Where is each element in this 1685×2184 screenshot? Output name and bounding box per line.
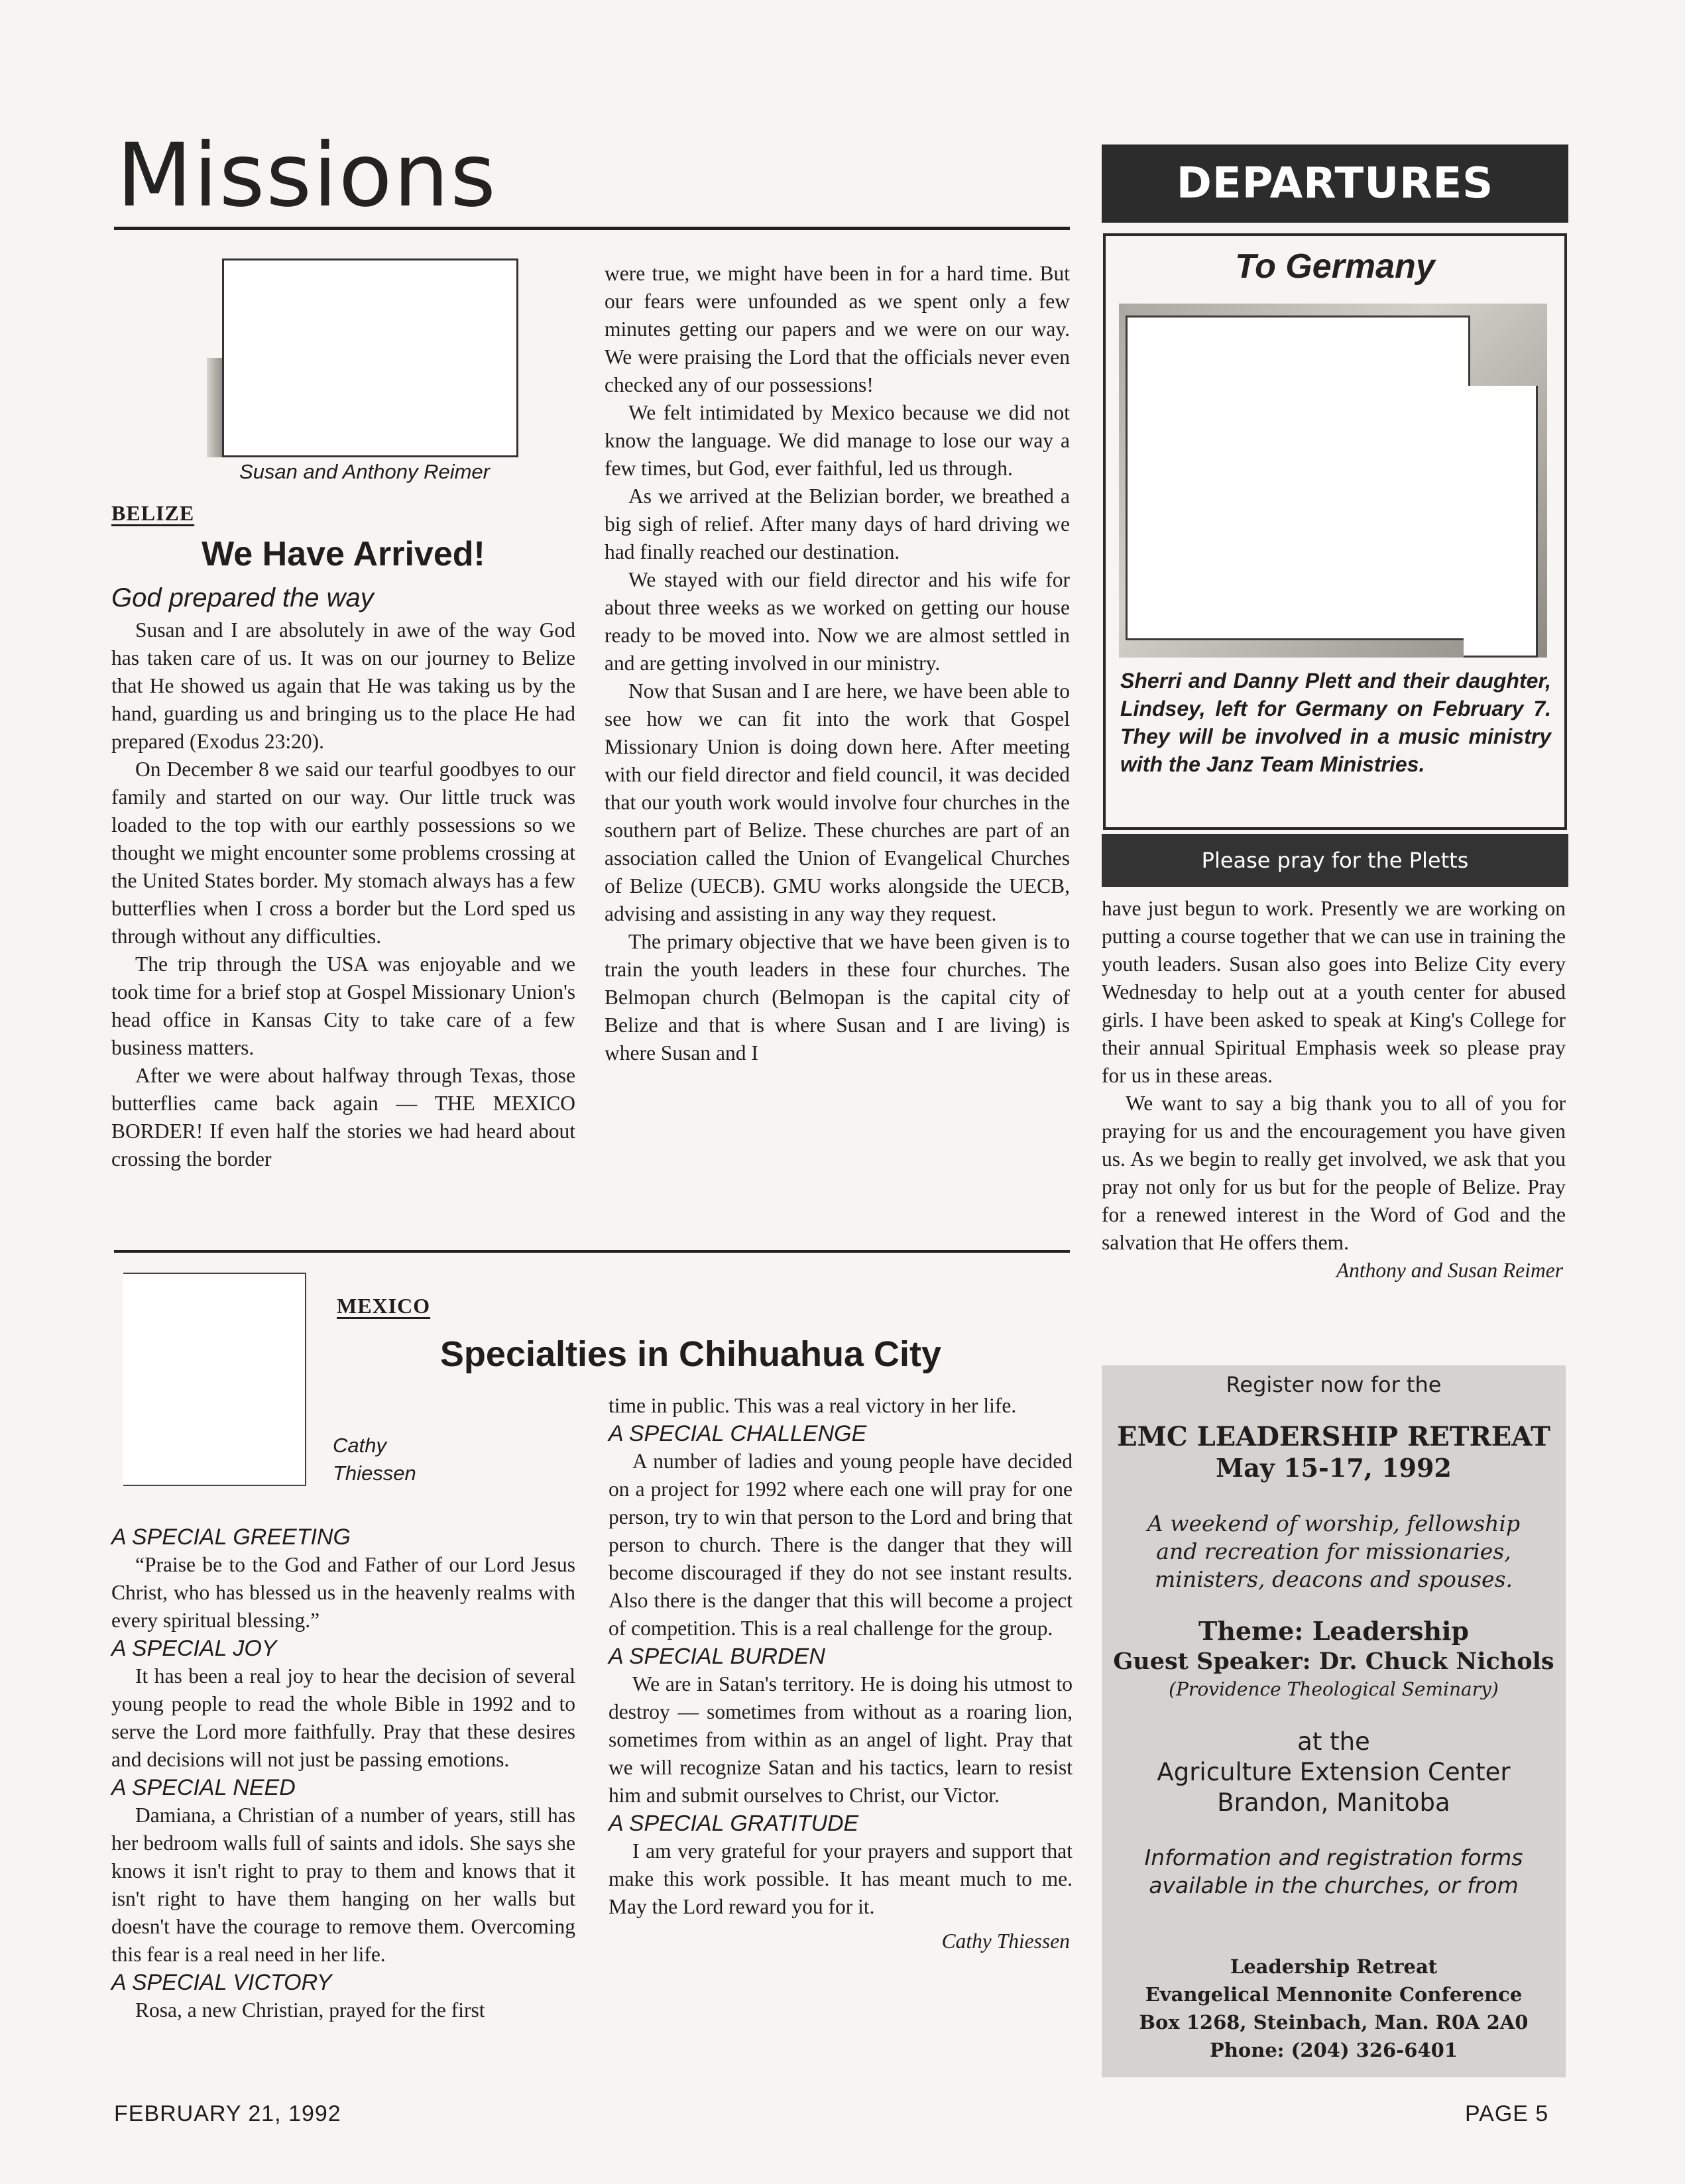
section-subhead: A SPECIAL NEED bbox=[111, 1775, 296, 1800]
section-subhead: A SPECIAL VICTORY bbox=[111, 1970, 332, 1995]
article2-column-1 bbox=[111, 1523, 575, 2024]
paragraph: As we arrived at the Belizian border, we breathed a big sigh of relief. After many days of hard driving we had finally reached our destination. bbox=[605, 485, 1070, 563]
caption-line: Thiessen bbox=[333, 1462, 416, 1485]
retreat-venue: Agriculture Extension Center bbox=[1157, 1758, 1511, 1786]
article1-column-2 bbox=[605, 260, 1070, 1067]
paragraph: A number of ladies and young people have decided on a project for 1992 where each one will pray for one person, try to win that person to the Lord and bring that person to church. There is the danger that they will become discouraged if they do not see instant results. Also there is the danger that this will become a project of competition. This is a real challenge for the group. bbox=[609, 1450, 1073, 1640]
paragraph: Susan and I are absolutely in awe of the way God has taken care of us. It was on our journey to Belize that He showed us again that He was taking us by the hand, guarding us and bringing us to the place He had prepared (Exodus 23:20). bbox=[111, 618, 575, 753]
retreat-intro: Register now for the bbox=[1226, 1372, 1442, 1397]
caption-line: Cathy bbox=[333, 1434, 386, 1457]
paragraph-continued: time in public. This was a real victory in her life. bbox=[609, 1394, 1017, 1417]
section-subhead: A SPECIAL BURDEN bbox=[609, 1644, 825, 1669]
section-divider-rule bbox=[114, 1250, 1070, 1253]
retreat-theme: Theme: Leadership bbox=[1198, 1616, 1470, 1646]
article2-column-2-body bbox=[609, 1420, 1073, 1921]
author-signature: Anthony and Susan Reimer bbox=[1336, 1259, 1563, 1282]
retreat-contact-line: Phone: (204) 326-6401 bbox=[1210, 2039, 1458, 2061]
photo-caption bbox=[333, 1432, 416, 1487]
retreat-city: Brandon, Manitoba bbox=[1217, 1788, 1450, 1817]
paragraph: We stayed with our field director and his wife for about three weeks as we worked on getting our house ready to be moved into. Now we are almost settled in and are getting involved in our ministry. bbox=[605, 568, 1070, 675]
paragraph: Rosa, a new Christian, prayed for the first bbox=[135, 1998, 485, 2022]
retreat-speaker: Guest Speaker: Dr. Chuck Nichols bbox=[1113, 1648, 1554, 1675]
region-tag-belize: BELIZE bbox=[111, 501, 195, 525]
departures-caption: Sherri and Danny Plett and their daughter, Lindsey, left for Germany on February 7. They will be involved in a music ministry with the Janz Team Ministries. bbox=[1120, 669, 1551, 776]
paragraph: Now that Susan and I are here, we have been able to see how we can fit into the work that Gospel Missionary Union is doing down here. After meeting with our field director and field council, it was decided that our youth work would involve four churches in the southern part of Belize. These churches are part of an association called the Union of Evangelical Churches of Belize (UECB). GMU works alongside the UECB, advising and assisting in any way they request. bbox=[605, 679, 1070, 925]
section-subhead: A SPECIAL GRATITUDE bbox=[609, 1811, 859, 1836]
plett-photo-placeholder bbox=[1126, 316, 1470, 640]
plett-photo-placeholder-extension bbox=[1464, 386, 1538, 658]
section-title: Missions bbox=[117, 125, 497, 227]
retreat-description: A weekend of worship, fellowship and recreation for missionaries, ministers, deacons and spouses. bbox=[1147, 1511, 1521, 1592]
retreat-info: Information and registration forms available in the churches, or from bbox=[1144, 1845, 1523, 1898]
paragraph: Damiana, a Christian of a number of years, still has her bedroom walls full of saints and idols. She says she knows it isn't right to pray to them and knows that it isn't right to have them hanging on her walls but doesn't have the courage to remove them. Overcoming this fear is a real need in her life. bbox=[111, 1804, 575, 1966]
section-subhead: A SPECIAL JOY bbox=[111, 1636, 277, 1661]
article-headline: We Have Arrived! bbox=[202, 535, 485, 573]
footer-page-number: PAGE 5 bbox=[1465, 2101, 1549, 2126]
paragraph: “Praise be to the God and Father of our Lord Jesus Christ, who has blessed us in the heavenly realms with every spiritual blessing.” bbox=[111, 1553, 575, 1632]
paragraph: On December 8 we said our tearful goodbyes to our family and started on our way. Our little truck was loaded to the top with our earthly possessions so we thought we might encounter some problems crossing at the United States border. My stomach always has a few butterflies when I cross a border but the Lord sped us through without any difficulties. bbox=[111, 758, 575, 948]
paragraph: I am very grateful for your prayers and support that make this work possible. It has meant much to me. May the Lord reward you for it. bbox=[609, 1839, 1073, 1918]
section-subhead: A SPECIAL GREETING bbox=[111, 1524, 351, 1550]
departures-subtitle: To Germany bbox=[1235, 247, 1435, 286]
retreat-at: at the bbox=[1297, 1727, 1370, 1756]
photo-caption: Susan and Anthony Reimer bbox=[239, 460, 490, 483]
paragraph: We want to say a big thank you to all of you for praying for us and the encouragement you have given us. As we begin to really get involved, we ask that you pray not only for us but for the people of Belize. Pray for a renewed interest in the Word of God and the salvation that He offers them. bbox=[1102, 1092, 1566, 1254]
retreat-advertisement bbox=[1102, 1365, 1566, 2077]
article1-column-1 bbox=[111, 616, 575, 1173]
departures-header: DEPARTURES bbox=[1102, 144, 1568, 223]
retreat-contact-line: Box 1268, Steinbach, Man. R0A 2A0 bbox=[1139, 2011, 1529, 2034]
departures-box bbox=[1103, 233, 1567, 830]
author-signature: Cathy Thiessen bbox=[941, 1929, 1070, 1953]
paragraph-continued: were true, we might have been in for a hard time. But our fears were unfounded as we spent only a few minutes getting our papers and we were on our way. We were praising the Lord that the officials never even checked any of our possessions! bbox=[605, 262, 1070, 396]
retreat-contact-line: Leadership Retreat bbox=[1230, 1955, 1438, 1978]
region-tag-mexico: MEXICO bbox=[337, 1294, 431, 1318]
retreat-seminary: (Providence Theological Seminary) bbox=[1169, 1678, 1499, 1700]
section-subhead: A SPECIAL CHALLENGE bbox=[609, 1421, 867, 1446]
paragraph-continued: have just begun to work. Presently we are working on putting a course together that we can use in training the youth leaders. Susan also goes into Belize City every Wednesday to help out at a youth center for abused girls. I have been asked to speak at King's College for their annual Spiritual Emphasis week so please pray for us in these areas. bbox=[1102, 897, 1566, 1087]
article-subhead: God prepared the way bbox=[111, 583, 374, 612]
reimer-photo-placeholder bbox=[222, 259, 518, 457]
paragraph: It has been a real joy to hear the decision of several young people to read the whole Bible in 1992 and to serve the Lord more faithfully. Pray that these desires and decisions will not just be passing emotions. bbox=[111, 1664, 575, 1771]
thiessen-photo-placeholder bbox=[123, 1273, 306, 1486]
retreat-dates: May 15-17, 1992 bbox=[1216, 1453, 1452, 1483]
article-headline: Specialties in Chihuahua City bbox=[439, 1334, 942, 1374]
title-rule bbox=[114, 227, 1070, 230]
article2-column-2 bbox=[609, 1392, 1073, 1955]
retreat-title: EMC LEADERSHIP RETREAT bbox=[1117, 1421, 1550, 1452]
article1-column-3 bbox=[1102, 895, 1566, 1285]
footer-date: FEBRUARY 21, 1992 bbox=[114, 2101, 341, 2126]
paragraph: The primary objective that we have been given is to train the youth leaders in these four churches. The Belmopan church (Belmopan is the capital city of Belize and that is where Susan and I are living) is where Susan and I bbox=[605, 930, 1070, 1064]
paragraph: We are in Satan's territory. He is doing his utmost to destroy — sometimes from without as a roaring lion, sometimes from within as an angel of light. Pray that we will recognize Satan and his tactics, learn to resist him and submit ourselves to Christ, our Victor. bbox=[609, 1672, 1073, 1807]
paragraph: After we were about halfway through Texas, those butterflies came back again — THE MEXICO BORDER! If even half the stories we had heard about crossing the border bbox=[111, 1064, 575, 1171]
paragraph: We felt intimidated by Mexico because we did not know the language. We did manage to lose our way a few times, but God, ever faithful, led us through. bbox=[605, 401, 1070, 480]
paragraph: The trip through the USA was enjoyable and we took time for a brief stop at Gospel Missionary Union's head office in Kansas City to take care of a few business matters. bbox=[111, 952, 575, 1059]
prayer-banner: Please pray for the Pletts bbox=[1102, 834, 1568, 887]
retreat-contact-line: Evangelical Mennonite Conference bbox=[1145, 1983, 1523, 2006]
